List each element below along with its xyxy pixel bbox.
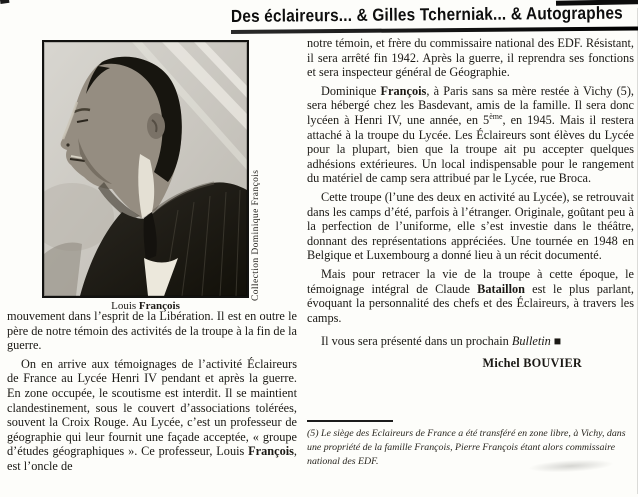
footnote-rule <box>307 420 393 422</box>
paragraph: On en arrive aux témoignages de l’activité Éclaireurs de France au Lycée Henri IV pendant et après la guerre. En zone occupée, le scoutisme est interdit. Il se maintient clandestinement, sous le couvert d’associations tolérées, souvent la Croix Rouge. Au Lycée, c’est un professeur de géographie qui leur fournit une façade acceptée, « groupe d’études géographiques ». Ce professeur, Louis François, est l’oncle de <box>7 356 297 473</box>
paragraph: Dominique François, à Paris sans sa mère restée à Vichy (5), sera hébergé chez les Basdevant, amis de la famille. Il sera donc lycéen à Henri IV, une année, en 5ème, en 1945. Mais il restera attaché à la troupe du Lycée. Les Éclaireurs sont élèves du Lycée pour la plupart, bien que la troupe ait pu accepter quelques adhésions extérieures. Un local indispensable pour le rangement du matériel de camp sera attribué par le Lycée, rue Broca. <box>307 83 634 186</box>
author-signature: Michel BOUVIER <box>482 355 582 370</box>
photo-credit: Collection Dominique François <box>251 169 261 301</box>
portrait-photo-illustration <box>44 42 247 296</box>
article-header <box>231 2 638 27</box>
title-underline <box>231 26 638 33</box>
portrait-photo <box>42 40 249 298</box>
footnote: (5) Le siège des Eclaireurs de France a été transféré en zone libre, à Vichy, dans une propriété de la famille François, Pierre François étant alors commissaire national des EDF. <box>307 427 626 467</box>
paragraph: Mais pour retracer la vie de la troupe à cette époque, le témoignage intégral de Claude Bataillon est le plus parlant, évoquant la personnalité des chefs et des Éclaireurs, à travers les camps. <box>307 266 634 325</box>
scan-corner-mark <box>0 0 9 4</box>
article-title: Des éclaireurs... & Gilles Tcherniak... & Autographes <box>230 2 623 26</box>
footnote-block <box>307 420 634 469</box>
right-column <box>307 36 634 370</box>
closing-line: Il vous sera présenté dans un prochain Bulletin ■ <box>321 334 562 349</box>
paragraph: Cette troupe (l’une des deux en activité au Lycée), se retrouvait dans les camps d’été, parfois à l’étranger. Originale, goûtant peu à la perfection de l’uniforme, elle s’est investie dans le théâtre, donnant des représentations appréciées. Une tournée en 1948 en Belgique et Luxembourg a donné lieu à un récit documenté. <box>307 189 634 263</box>
left-column <box>7 309 297 474</box>
photo-caption: Louis François <box>111 300 180 312</box>
paragraph: mouvement dans l’esprit de la Libération. Il est en outre le père de notre témoin des activités de la troupe à la fin de la guerre. <box>7 309 297 353</box>
paragraph: notre témoin, et frère du commissaire national des EDF. Résistant, il sera arrêté fin 1942. Après la guerre, il reprendra ses fonctions et sera inspecteur général de Géographie. <box>307 36 634 80</box>
